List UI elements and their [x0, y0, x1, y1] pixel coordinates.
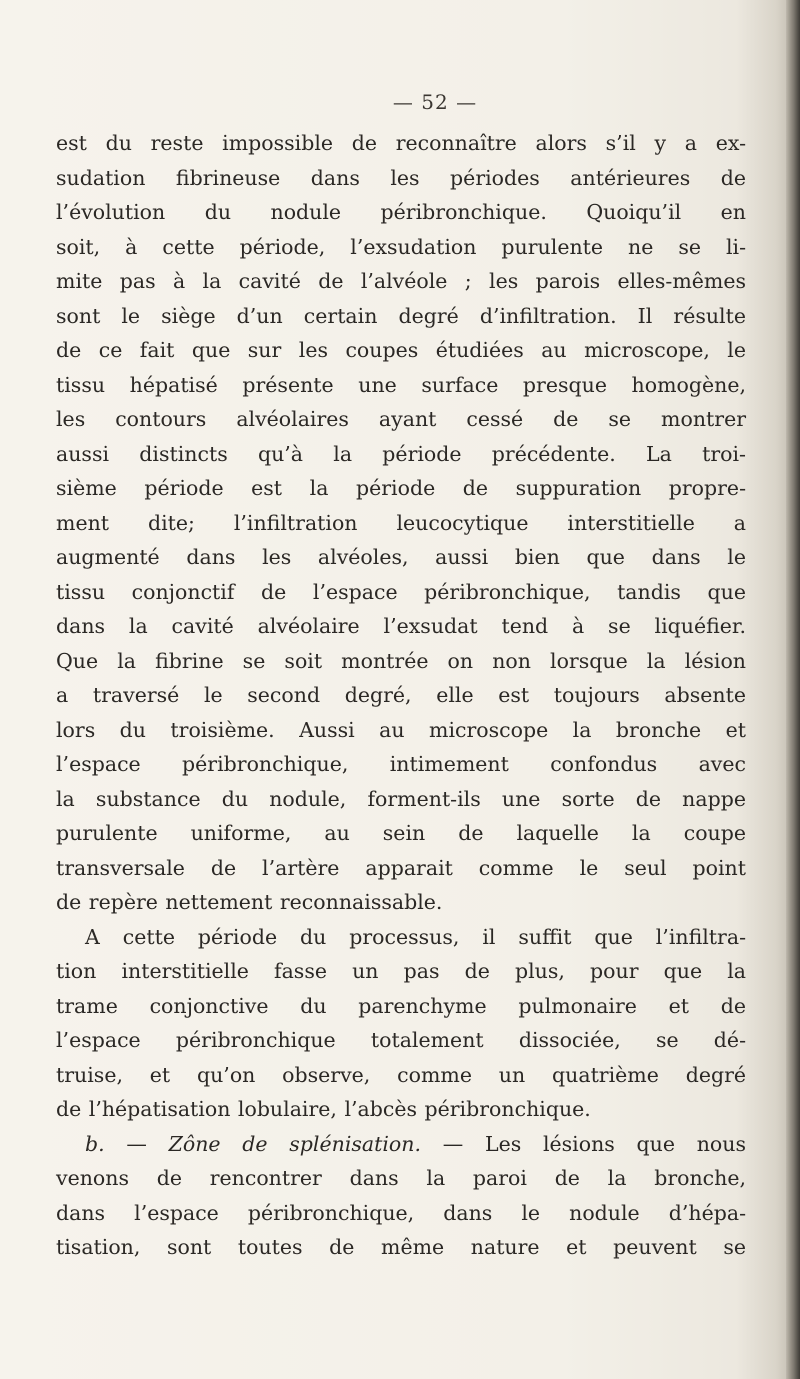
text-line: A cette période du processus, il suffit que l’infiltra- — [85, 924, 746, 949]
text-line: augmenté dans les alvéoles, aussi bien que dans le — [56, 545, 746, 569]
text-line: mite pas à la cavité de l’alvéole ; les parois elles-mêmes — [56, 269, 746, 293]
text-line: trame conjonctive du parenchyme pulmonaire et de — [56, 993, 746, 1018]
section-dash: — — [126, 1131, 147, 1156]
text-line: dans la cavité alvéolaire l’exsudat tend à se liquéfier. — [56, 614, 746, 638]
text-line: tisation, sont toutes de même nature et peuvent se — [56, 1235, 746, 1259]
text-line: dans l’espace péribronchique, dans le nodule d’hépa- — [56, 1200, 746, 1225]
text-line: tissu hépatisé présente une surface presque homogène, — [56, 372, 746, 397]
text-line: est du reste impossible de reconnaître alors s’il y a ex- — [56, 131, 746, 155]
text-line: l’espace péribronchique, intimement confondus avec — [56, 752, 746, 776]
text-line: a traversé le second degré, elle est toujours absente — [56, 683, 746, 707]
text-line: tissu conjonctif de l’espace péribronchique, tandis que — [56, 579, 746, 604]
binding-edge — [786, 0, 800, 1379]
text-line: Que la fibrine se soit montrée on non lorsque la lésion — [56, 648, 746, 673]
text-line: sudation fibrineuse dans les périodes antérieures de — [56, 165, 746, 190]
page-number: — 52 — — [392, 90, 478, 114]
section-title: Zône de splénisation. — [168, 1131, 421, 1156]
text-line: tion interstitielle fasse un pas de plus, pour que la — [56, 959, 746, 983]
text-line: aussi distincts qu’à la période précédente. La troi- — [56, 441, 746, 466]
text-line: soit, à cette période, l’exsudation purulente ne se li- — [56, 234, 746, 259]
text-line: de l’hépatisation lobulaire, l’abcès péribronchique. — [56, 1097, 591, 1121]
text-line: les contours alvéolaires ayant cessé de se montrer — [56, 407, 746, 431]
text-line: venons de rencontrer dans la paroi de la bronche, — [56, 1166, 746, 1190]
text-line: sont le siège d’un certain degré d’infiltration. Il résulte — [56, 303, 746, 328]
text-line: purulente uniforme, au sein de laquelle la coupe — [56, 821, 746, 845]
text-line: la substance du nodule, forment-ils une sorte de nappe — [56, 786, 746, 811]
text-line: de ce fait que sur les coupes étudiées au microscope, le — [56, 338, 746, 362]
text-line: l’espace péribronchique totalement dissociée, se dé- — [56, 1028, 746, 1052]
text-line: l’évolution du nodule péribronchique. Quoiqu’il en — [56, 200, 746, 224]
text-line: de repère nettement reconnaissable. — [56, 890, 443, 914]
section-letter: b. — [85, 1131, 105, 1156]
section-heading-line — [56, 1127, 746, 1162]
text-line: ment dite; l’infiltration leucocytique interstitielle a — [56, 510, 746, 535]
text-line: lors du troisième. Aussi au microscope la bronche et — [56, 717, 746, 742]
section-text: — Les lésions que nous — [442, 1131, 746, 1156]
body-text — [56, 126, 746, 1265]
text-line: truise, et qu’on observe, comme un quatrième degré — [56, 1062, 746, 1087]
text-line: sième période est la période de suppuration propre- — [56, 476, 746, 500]
text-line: transversale de l’artère apparait comme le seul point — [56, 855, 746, 880]
